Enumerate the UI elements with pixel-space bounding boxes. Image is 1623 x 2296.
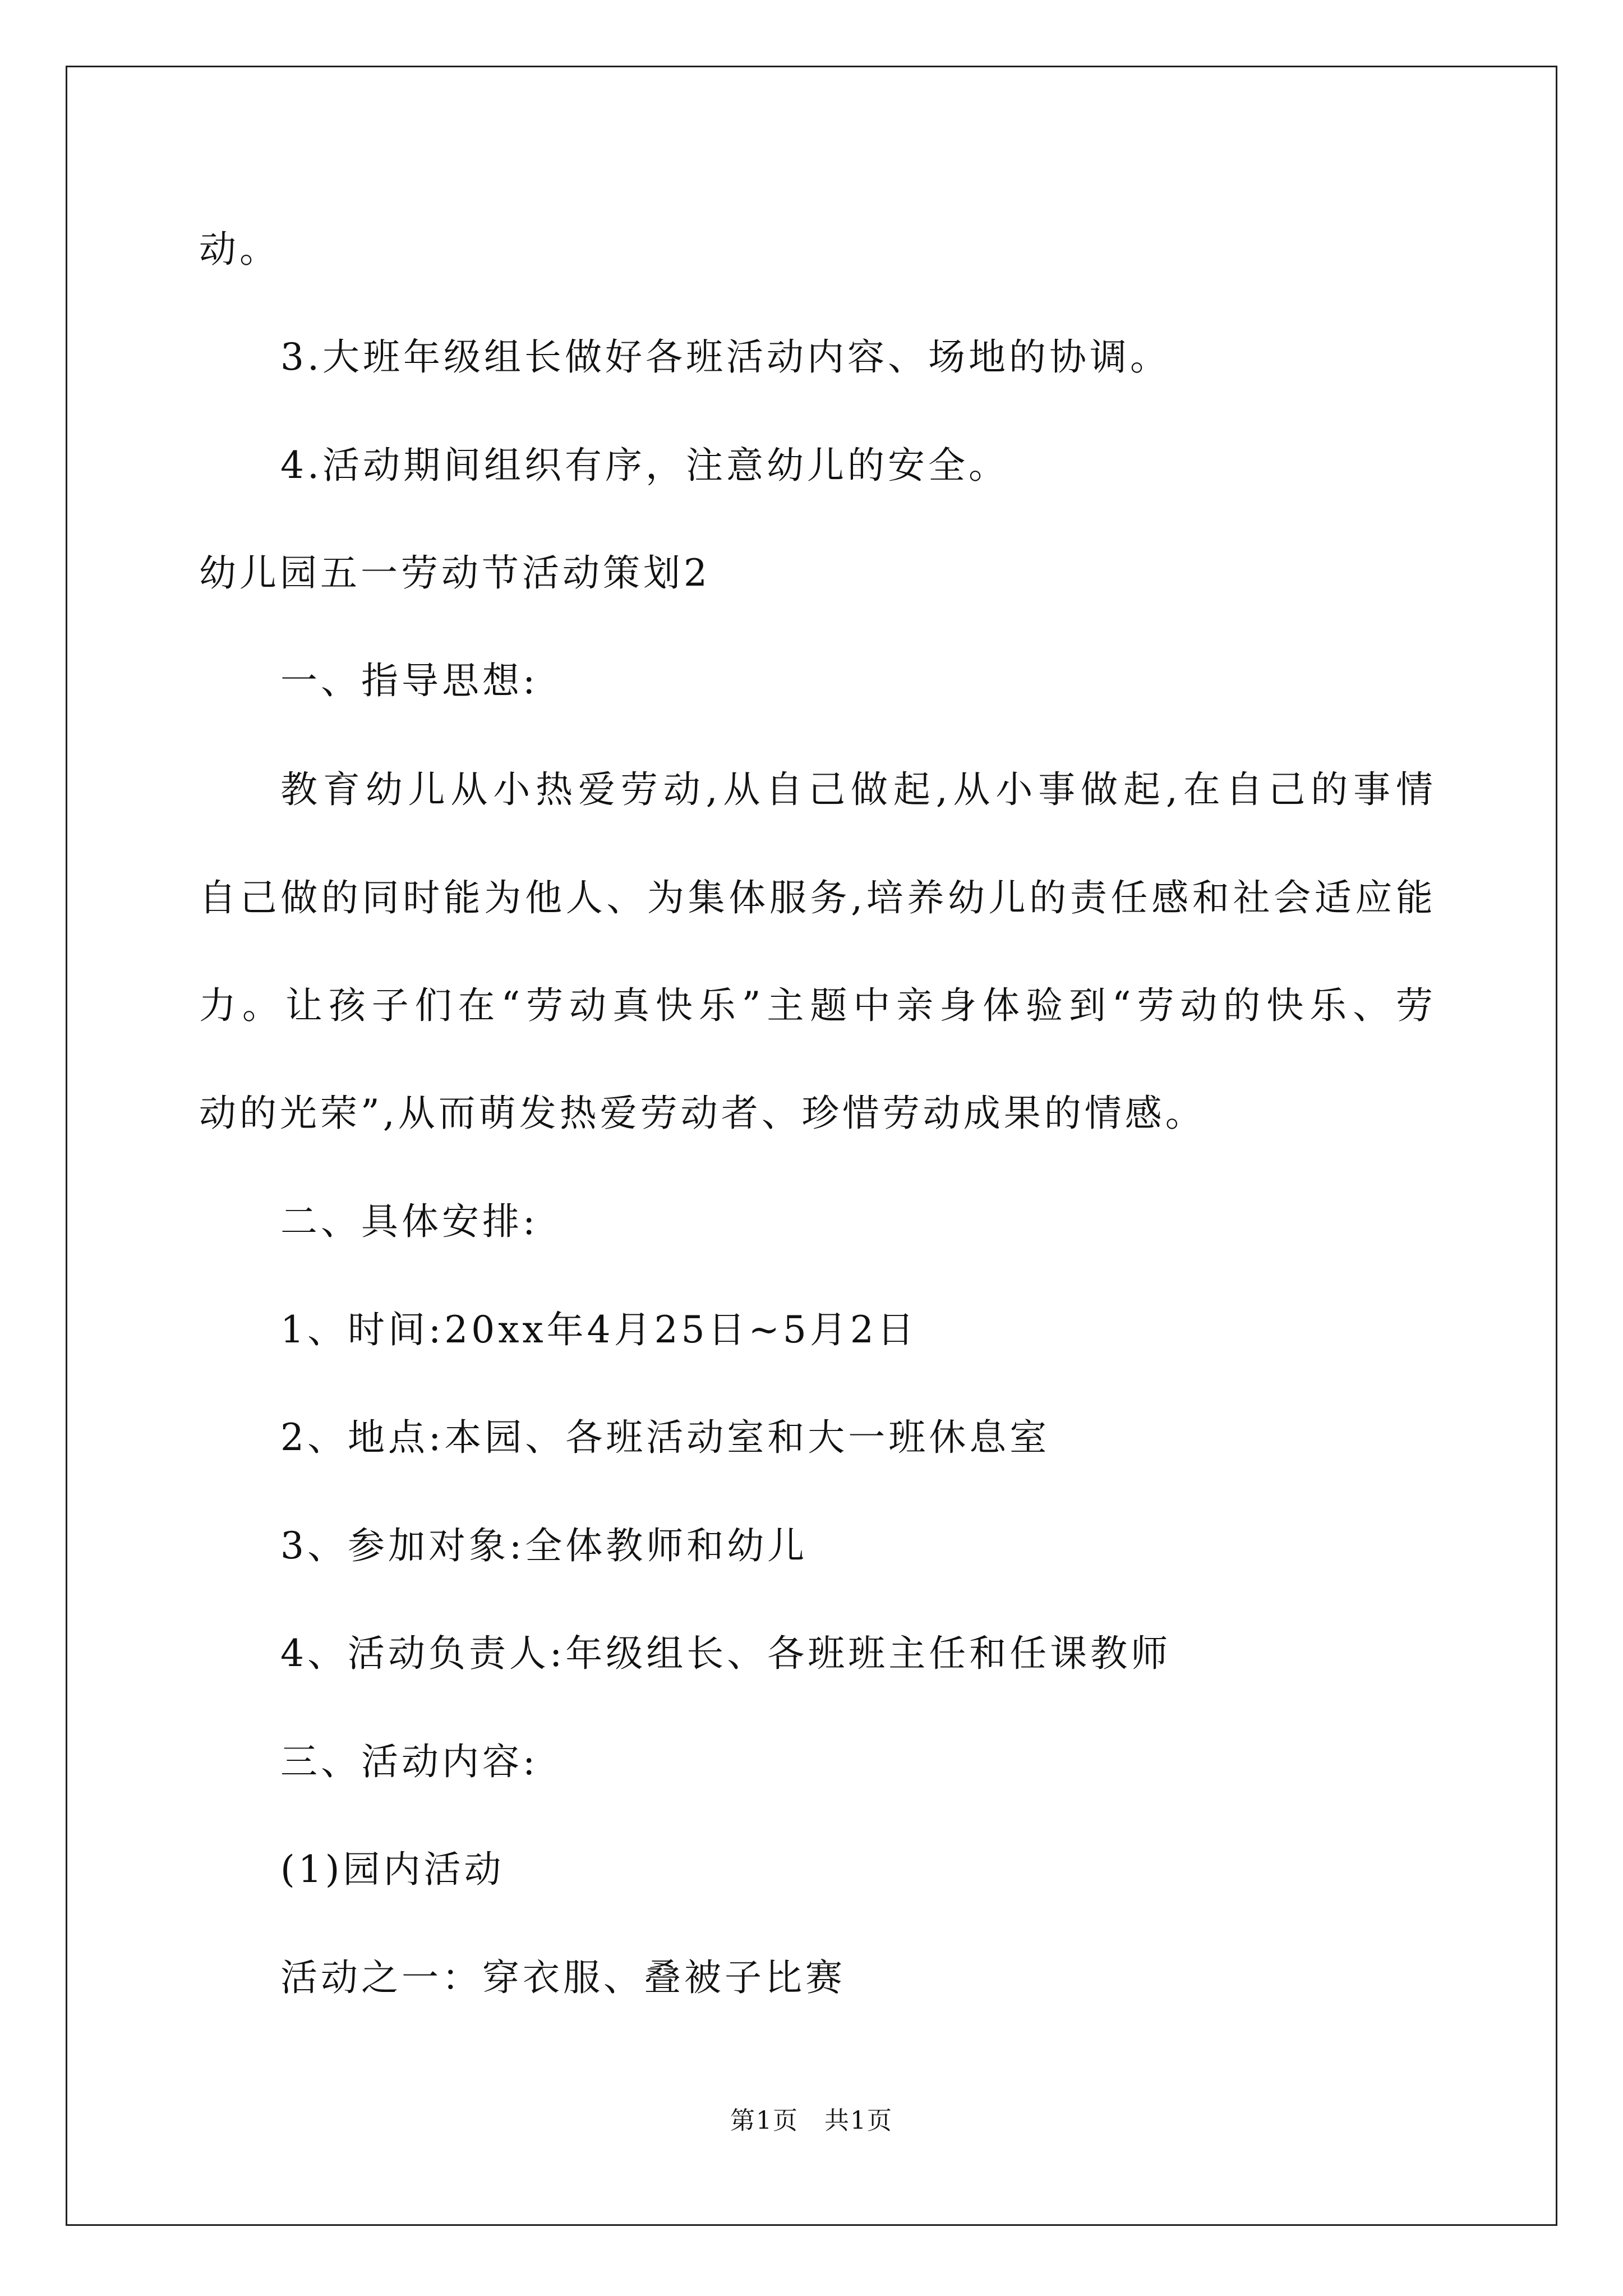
paragraph-line: 力。让孩子们在“劳动真快乐”主题中亲身体验到“劳动的快乐、劳 — [199, 984, 1433, 1027]
arrangement-time: 1、时间:20xx年4月25日~5月2日 — [280, 1308, 917, 1351]
section-title: 幼儿园五一劳动节活动策划2 — [199, 551, 711, 595]
list-item-3: 3.大班年级组长做好各班活动内容、场地的协调。 — [280, 335, 1170, 379]
subheading-in-park-activities: (1)园内活动 — [280, 1848, 505, 1891]
page-number-footer: 第1页 共1页 — [730, 2106, 893, 2135]
arrangement-location: 2、地点:本园、各班活动室和大一班休息室 — [280, 1416, 1050, 1459]
paragraph-line-continuation: 动。 — [199, 228, 280, 271]
paragraph-line: 教育幼儿从小热爱劳动,从自己做起,从小事做起,在自己的事情 — [280, 768, 1433, 811]
heading-guiding-ideology: 一、指导思想: — [280, 659, 539, 702]
heading-arrangements: 二、具体安排: — [280, 1200, 539, 1243]
activity-one: 活动之一：穿衣服、叠被子比赛 — [280, 1956, 846, 1999]
heading-activity-content: 三、活动内容: — [280, 1740, 539, 1783]
arrangement-participants: 3、参加对象:全体教师和幼儿 — [280, 1524, 808, 1567]
paragraph-line: 动的光荣”,从而萌发热爱劳动者、珍惜劳动成果的情感。 — [199, 1092, 1206, 1135]
page-border — [66, 66, 1557, 2226]
list-item-4: 4.活动期间组织有序，注意幼儿的安全。 — [280, 444, 1009, 487]
arrangement-responsible: 4、活动负责人:年级组长、各班班主任和任课教师 — [280, 1632, 1172, 1675]
paragraph-line: 自己做的同时能为他人、为集体服务,培养幼儿的责任感和社会适应能 — [199, 876, 1433, 919]
